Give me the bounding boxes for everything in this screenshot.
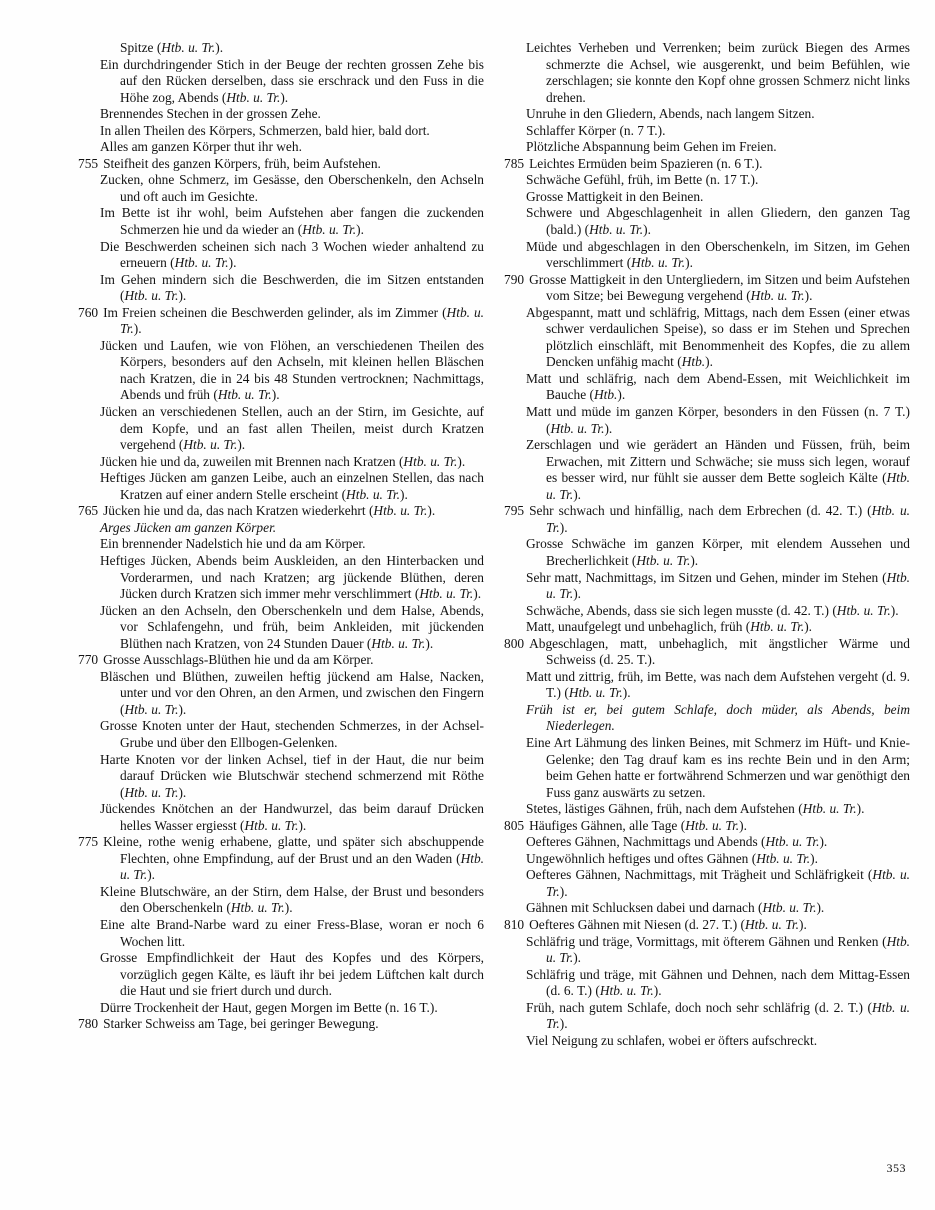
symptom-entry	[78, 205, 484, 238]
right-column	[504, 40, 910, 1049]
entry-text: Abgeschlagen, matt, unbehaglich, mit ängstlicher Wärme und Schweiss (d. 25. T.).	[529, 635, 910, 668]
entry-text: Arges Jücken am ganzen Körper.	[100, 519, 277, 535]
entry-number: 805	[504, 817, 525, 833]
page-number: 353	[886, 1161, 906, 1175]
symptom-entry	[504, 570, 910, 603]
entry-text: Grosse Empfindlichkeit der Haut des Kopfes und des Körpers, vorzüglich gegen Kälte, es läuft ihr bei jedem Lüftchen kalt durch die Haut und sie friert durch und durch.	[100, 950, 484, 999]
symptom-entry	[78, 106, 484, 123]
entry-text: Leichtes Verheben und Verrenken; beim zurück Biegen des Armes schmerzte die Achsel, wie ausgerenkt, und beim Befühlen, wie zerschlagen; sie konnte den Kopf ohne grossen Schmerz nicht links drehen.	[526, 40, 910, 105]
symptom-entry	[504, 851, 910, 868]
symptom-entry	[78, 139, 484, 156]
entry-text: Dürre Trockenheit der Haut, gegen Morgen im Bette (n. 16 T.).	[100, 999, 438, 1015]
symptom-entry	[504, 1033, 910, 1050]
entry-text: Früh, nach gutem Schlafe, doch noch sehr schläfrig (d. 2. T.) (Htb. u. Tr.).	[526, 999, 911, 1032]
entry-text: Jücken an verschiedenen Stellen, auch an der Stirn, im Gesichte, auf dem Kopfe, und an fast allen Theilen, meist durch Kratzen vergehend (Htb. u. Tr.).	[100, 404, 484, 453]
entry-number: 795	[504, 503, 525, 519]
symptom-entry	[504, 636, 910, 669]
entry-text: Ein brennender Nadelstich hie und da am Körper.	[100, 536, 366, 552]
entry-text: Grosse Schwäche im ganzen Körper, mit elendem Aussehen und Brecherlichkeit (Htb. u. Tr.).	[526, 536, 910, 568]
symptom-entry	[504, 669, 910, 702]
entry-text: Spitze (Htb. u. Tr.).	[120, 40, 224, 55]
symptom-entry	[78, 834, 484, 884]
entry-text: Jücken an den Achseln, den Oberschenkeln und dem Halse, Abends, vor Schlafengehn, und früh, beim Ankleiden, mit jückenden Blüthen nach Kratzen, von 24 Stunden Dauer (Htb. u. Tr.).	[100, 602, 484, 651]
entry-text: Sehr schwach und hinfällig, nach dem Erbrechen (d. 42. T.) (Htb. u. Tr.).	[529, 503, 910, 535]
entry-text: Müde und abgeschlagen in den Oberschenkeln, im Sitzen, im Gehen verschlimmert (Htb. u. Tr.).	[526, 238, 910, 271]
symptom-entry	[78, 503, 484, 520]
entry-text: Matt und zittrig, früh, im Bette, was nach dem Aufstehen vergeht (d. 9. T.) (Htb. u. Tr.).	[526, 668, 910, 701]
entry-text: Ungewöhnlich heftiges und oftes Gähnen (Htb. u. Tr.).	[526, 850, 818, 866]
symptom-entry	[504, 900, 910, 917]
symptom-entry	[504, 619, 910, 636]
symptom-entry	[78, 123, 484, 140]
entry-number: 760	[78, 304, 99, 320]
entry-text: Sehr matt, Nachmittags, im Sitzen und Gehen, minder im Stehen (Htb. u. Tr.).	[526, 569, 910, 602]
symptom-entry	[78, 172, 484, 205]
entry-text: Heftiges Jücken, Abends beim Auskleiden, an den Hinterbacken und Vorderarmen, und nach Kratzen; arg jückende Blüthen, deren Jücken durch Kratzen sich immer mehr verschlimmert (Htb. u. Tr.).	[100, 552, 484, 602]
entry-text: Eine Art Lähmung des linken Beines, mit Schmerz im Hüft- und Knie-Gelenke; den Tag drauf kam es ins rechte Bein und in den Arm; beim Gehen hatte er fortwährend Schmerzen und war genöthigt den Fuss ganz auswärts zu setzen.	[526, 734, 910, 800]
symptom-entry	[78, 40, 484, 57]
entry-text: Starker Schweiss am Tage, bei geringer Bewegung.	[103, 1016, 379, 1032]
symptom-entry	[504, 437, 910, 503]
entry-text: Jücken hie und da, zuweilen mit Brennen nach Kratzen (Htb. u. Tr.).	[100, 453, 466, 469]
entry-text: Grosse Mattigkeit in den Beinen.	[526, 188, 704, 204]
symptom-entry	[504, 603, 910, 620]
entry-text: Ein durchdringender Stich in der Beuge der rechten grossen Zehe bis auf den Rücken derselben, dass sie erschrack und den Fuss in die Höhe zog, Abends (Htb. u. Tr.).	[100, 56, 484, 105]
entry-text: Im Bette ist ihr wohl, beim Aufstehen aber fangen die zuckenden Schmerzen hie und da wieder an (Htb. u. Tr.).	[100, 205, 484, 238]
symptom-entry	[78, 718, 484, 751]
symptom-entry	[504, 818, 910, 835]
symptom-entry	[78, 603, 484, 653]
symptom-entry	[78, 669, 484, 719]
symptom-entry	[78, 652, 484, 669]
symptom-entry	[504, 735, 910, 801]
entry-text: Zerschlagen und wie gerädert an Händen und Füssen, früh, beim Erwachen, mit Zittern und Schwäche; sie muss sich legen, worauf es besser wird, nur fühlt sie ausser dem Bette sogleich Kälte (Htb. u. Tr.).	[526, 437, 910, 502]
symptom-entry	[78, 553, 484, 603]
symptom-entry	[504, 172, 910, 189]
entry-text: Die Beschwerden scheinen sich nach 3 Wochen wieder anhaltend zu erneuern (Htb. u. Tr.).	[100, 238, 484, 271]
symptom-entry	[504, 404, 910, 437]
symptom-entry	[78, 752, 484, 802]
entry-text: Gähnen mit Schlucksen dabei und darnach (Htb. u. Tr.).	[526, 900, 825, 916]
symptom-entry	[78, 801, 484, 834]
symptom-entry	[78, 950, 484, 1000]
symptom-entry	[504, 189, 910, 206]
symptom-entry	[78, 156, 484, 173]
entry-text: Bläschen und Blüthen, zuweilen heftig jückend am Halse, Nacken, unter und vor den Ohren, an den Armen, und zwischen den Fingern (Htb. u. Tr.).	[100, 668, 484, 717]
symptom-entry	[504, 536, 910, 569]
entry-text: Oefteres Gähnen, Nachmittags und Abends (Htb. u. Tr.).	[526, 834, 828, 850]
symptom-entry	[78, 1000, 484, 1017]
entry-number: 775	[78, 834, 99, 850]
entry-text: Grosse Knoten unter der Haut, stechenden Schmerzes, in der Achsel-Grube und über den Ellbogen-Gelenken.	[100, 718, 484, 750]
entry-text: Brennendes Stechen in der grossen Zehe.	[100, 106, 321, 122]
entry-text: Leichtes Ermüden beim Spazieren (n. 6 T.).	[529, 155, 763, 171]
entry-text: Schwere und Abgeschlagenheit in allen Gliedern, den ganzen Tag (bald.) (Htb. u. Tr.).	[526, 205, 910, 238]
symptom-entry	[504, 106, 910, 123]
symptom-entry	[78, 470, 484, 503]
entry-number: 790	[504, 271, 525, 287]
entry-text: Plötzliche Abspannung beim Gehen im Freien.	[526, 139, 777, 155]
entry-text: Jücken und Laufen, wie von Flöhen, an verschiedenen Theilen des Körpers, besonders auf den Achseln, mit kleinen hellen Bläschen nach Kratzen, die in 24 bis 48 Stunden vertrocknen; Nachmittags, Abends und früh (Htb. u. Tr.).	[100, 337, 484, 403]
entry-text: Grosse Ausschlags-Blüthen hie und da am Körper.	[103, 652, 374, 668]
entry-text: Matt und müde im ganzen Körper, besonders in den Füssen (n. 7 T.) (Htb. u. Tr.).	[526, 404, 910, 436]
entry-text: Oefteres Gähnen mit Niesen (d. 27. T.) (Htb. u. Tr.).	[529, 916, 807, 932]
entry-number: 755	[78, 155, 99, 171]
entry-text: Kleine, rothe wenig erhabene, glatte, und später sich abschuppende Flechten, ohne Empfindung, auf der Brust und an den Waden (Htb. u. Tr.).	[103, 834, 484, 883]
entry-text: Grosse Mattigkeit in den Untergliedern, im Sitzen und beim Aufstehen vom Sitze; bei Bewegung vergehend (Htb. u. Tr.).	[529, 271, 910, 304]
symptom-entry	[78, 917, 484, 950]
symptom-entry	[504, 917, 910, 934]
entry-text: Schläfrig und träge, Vormittags, mit öfterem Gähnen und Renken (Htb. u. Tr.).	[526, 933, 910, 966]
entry-number: 800	[504, 635, 525, 651]
symptom-entry	[504, 1000, 910, 1033]
entry-text: Matt und schläfrig, nach dem Abend-Essen, mit Weichlichkeit im Bauche (Htb.).	[526, 370, 910, 403]
symptom-entry	[504, 272, 910, 305]
symptom-entry	[78, 536, 484, 553]
entry-number: 810	[504, 916, 525, 932]
entry-text: Jückendes Knötchen an der Handwurzel, das beim darauf Drücken helles Wasser ergiesst (Htb. u. Tr.).	[100, 801, 484, 833]
entry-text: Matt, unaufgelegt und unbehaglich, früh (Htb. u. Tr.).	[526, 619, 813, 635]
entry-text: Kleine Blutschwäre, an der Stirn, dem Halse, der Brust und besonders den Oberschenkeln (Htb. u. Tr.).	[100, 883, 484, 916]
entry-text: Eine alte Brand-Narbe ward zu einer Fress-Blase, woran er noch 6 Wochen litt.	[100, 916, 484, 949]
entry-text: Alles am ganzen Körper thut ihr weh.	[100, 139, 302, 155]
symptom-entry	[78, 272, 484, 305]
symptom-entry	[504, 305, 910, 371]
entry-text: Harte Knoten vor der linken Achsel, tief in der Haut, die nur beim darauf Drücken wie Blutschwär stechend schmerzend mit Röthe (Htb. u. Tr.).	[100, 751, 484, 800]
symptom-entry	[504, 834, 910, 851]
entry-text: In allen Theilen des Körpers, Schmerzen, bald hier, bald dort.	[100, 122, 430, 138]
symptom-entry	[504, 156, 910, 173]
entry-text: Viel Neigung zu schlafen, wobei er öfters aufschreckt.	[526, 1032, 818, 1048]
symptom-entry	[504, 967, 910, 1000]
entry-text: Schwäche Gefühl, früh, im Bette (n. 17 T.).	[526, 172, 759, 188]
symptom-entry	[78, 305, 484, 338]
symptom-entry	[504, 702, 910, 735]
symptom-entry	[78, 404, 484, 454]
symptom-entry	[504, 205, 910, 238]
symptom-entry	[504, 934, 910, 967]
symptom-entry	[504, 123, 910, 140]
symptom-entry	[78, 884, 484, 917]
symptom-entry	[78, 338, 484, 404]
symptom-entry	[78, 520, 484, 537]
symptom-entry	[504, 503, 910, 536]
symptom-entry	[504, 40, 910, 106]
entry-text: Früh ist er, bei gutem Schlafe, doch müder, als Abends, beim Niederlegen.	[526, 701, 910, 734]
entry-number: 785	[504, 155, 525, 171]
symptom-entry	[504, 239, 910, 272]
entry-text: Häufiges Gähnen, alle Tage (Htb. u. Tr.).	[529, 817, 747, 833]
symptom-entry	[78, 454, 484, 471]
entry-text: Im Gehen mindern sich die Beschwerden, die im Sitzen entstanden (Htb. u. Tr.).	[100, 271, 484, 304]
entry-text: Abgespannt, matt und schläfrig, Mittags, nach dem Essen (einer etwas schwer verdaulichen Speise), so dass er im Stehen und Sprechen plötzlich einschläft, mit Benommenheit des Kopfes, die zu allem Dencken unfähig macht (Htb.).	[526, 304, 910, 370]
entry-text: Im Freien scheinen die Beschwerden gelinder, als im Zimmer (Htb. u. Tr.).	[103, 304, 484, 337]
entry-number: 765	[78, 503, 99, 519]
entry-text: Jücken hie und da, das nach Kratzen wiederkehrt (Htb. u. Tr.).	[103, 503, 436, 519]
entry-text: Schläfrig und träge, mit Gähnen und Dehnen, nach dem Mittag-Essen (d. 6. T.) (Htb. u. Tr.).	[526, 966, 910, 999]
entry-text: Unruhe in den Gliedern, Abends, nach langem Sitzen.	[526, 106, 815, 122]
entry-number: 780	[78, 1016, 99, 1032]
symptom-entry	[504, 801, 910, 818]
entry-text: Stetes, lästiges Gähnen, früh, nach dem Aufstehen (Htb. u. Tr.).	[526, 801, 865, 817]
symptom-entry	[78, 1016, 484, 1033]
entry-text: Schlaffer Körper (n. 7 T.).	[526, 122, 666, 138]
symptom-entry	[78, 239, 484, 272]
symptom-entry	[504, 867, 910, 900]
entry-text: Oefteres Gähnen, Nachmittags, mit Trägheit und Schläfrigkeit (Htb. u. Tr.).	[526, 867, 911, 899]
symptom-entry	[504, 139, 910, 156]
symptom-entry	[504, 371, 910, 404]
entry-text: Steifheit des ganzen Körpers, früh, beim Aufstehen.	[103, 155, 381, 171]
symptom-entry	[78, 57, 484, 107]
entry-number: 770	[78, 652, 99, 668]
entry-text: Zucken, ohne Schmerz, im Gesässe, den Oberschenkeln, den Achseln und oft auch im Gesichte.	[100, 172, 484, 204]
left-column	[78, 40, 484, 1049]
entry-text: Heftiges Jücken am ganzen Leibe, auch an einzelnen Stellen, das nach Kratzen auf einer andern Stelle erscheint (Htb. u. Tr.).	[100, 470, 484, 502]
entry-text: Schwäche, Abends, dass sie sich legen musste (d. 42. T.) (Htb. u. Tr.).	[526, 602, 899, 618]
